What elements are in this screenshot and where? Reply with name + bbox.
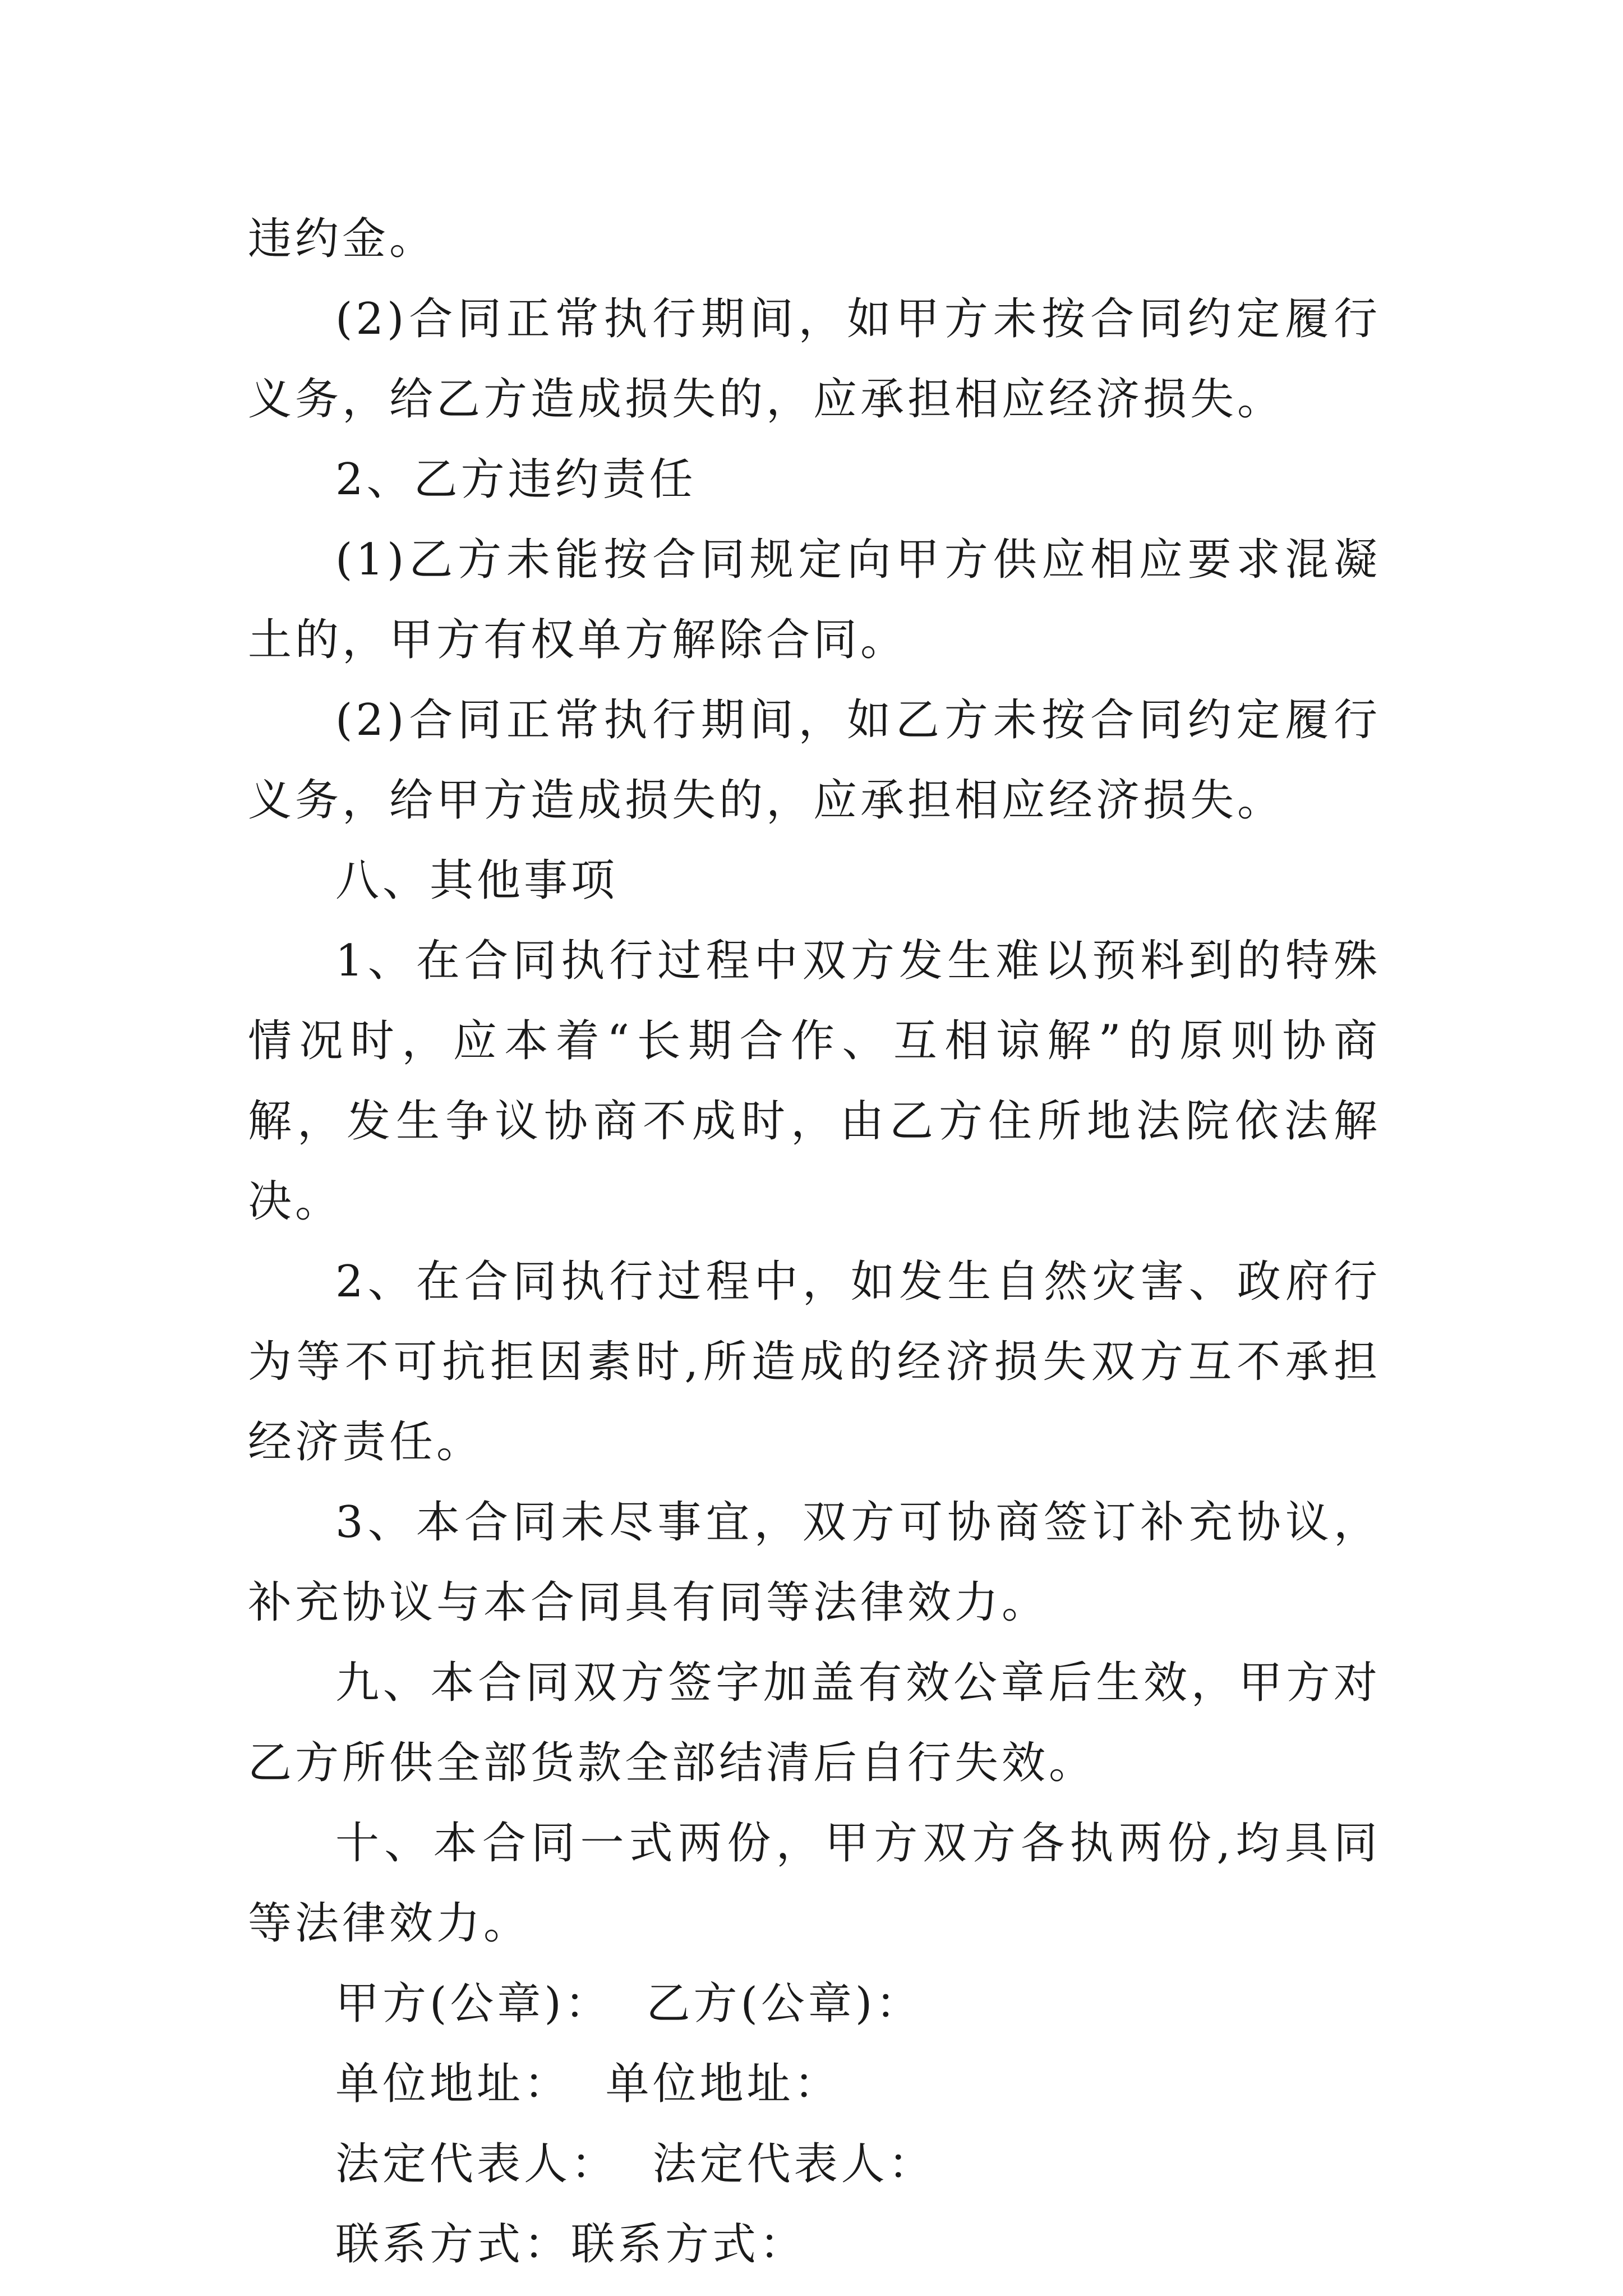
paragraph-effectiveness: 九、本合同双方签字加盖有效公章后生效，甲方对乙方所供全部货款全部结清后自行失效。 — [248, 1658, 1381, 1788]
paragraph-party-b-supply: (1)乙方未能按合同规定向甲方供应相应要求混凝土的，甲方有权单方解除合同。 — [248, 535, 1381, 665]
section-heading-party-b-breach: 2、乙方违约责任 — [335, 454, 697, 505]
signature-address-line: 单位地址： 单位地址： — [335, 2059, 841, 2109]
paragraph-party-a-obligation: (2)合同正常执行期间，如甲方未按合同约定履行义务，给乙方造成损失的，应承担相应经济损失。 — [248, 294, 1381, 425]
paragraph-penalty-tail: 违约金。 — [248, 214, 437, 264]
signature-representative-line: 法定代表人： 法定代表人： — [335, 2139, 935, 2189]
contract-body — [248, 199, 1381, 2285]
signature-contact-line: 联系方式：联系方式： — [335, 2219, 807, 2270]
section-heading-other-matters: 八、其他事项 — [335, 855, 619, 906]
paragraph-copies: 十、本合同一式两份，甲方双方各执两份,均具同等法律效力。 — [248, 1818, 1381, 1949]
signature-block — [248, 1964, 1381, 2285]
signature-seal-line: 甲方(公章)： 乙方(公章)： — [335, 1978, 923, 2029]
paragraph-party-b-obligation: (2)合同正常执行期间，如乙方未按合同约定履行义务，给甲方造成损失的，应承担相应经济损失。 — [248, 695, 1381, 826]
paragraph-dispute-resolution: 1、在合同执行过程中双方发生难以预料到的特殊情况时，应本着“长期合作、互相谅解”的原则协商解，发生争议协商不成时，由乙方住所地法院依法解决。 — [248, 936, 1381, 1227]
paragraph-supplementary-agreement: 3、本合同未尽事宜，双方可协商签订补充协议，补充协议与本合同具有同等法律效力。 — [248, 1497, 1381, 1628]
paragraph-force-majeure: 2、在合同执行过程中，如发生自然灾害、政府行为等不可抗拒因素时,所造成的经济损失双方互不承担经济责任。 — [248, 1257, 1381, 1467]
